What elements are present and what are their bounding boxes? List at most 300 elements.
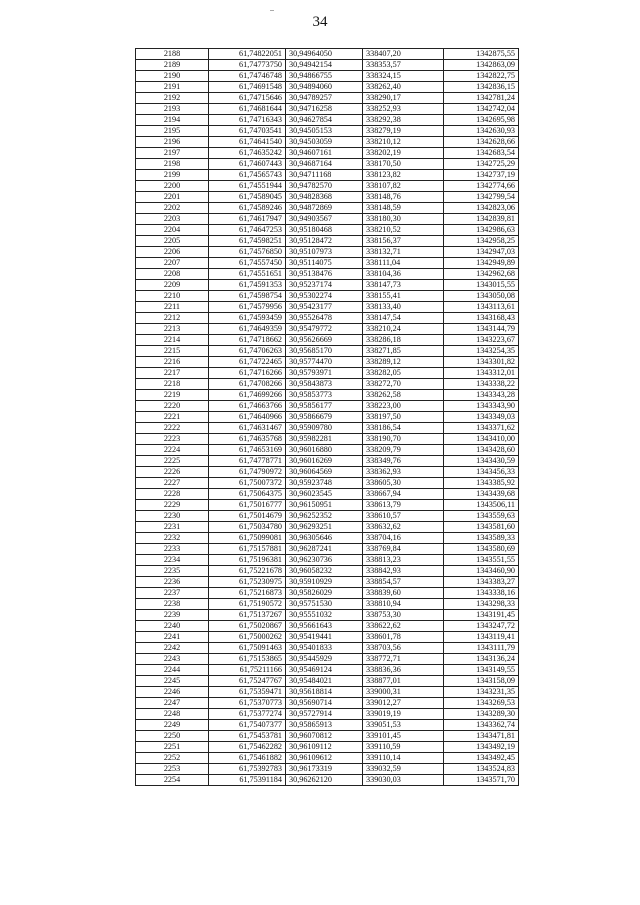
latitude-cell: 61,75157881 xyxy=(209,544,286,555)
longitude-cell: 30,95866679 xyxy=(286,412,363,423)
point-number-cell: 2197 xyxy=(136,148,209,159)
latitude-cell: 61,74716343 xyxy=(209,115,286,126)
point-number-cell: 2195 xyxy=(136,126,209,137)
y-coordinate-cell: 1343471,81 xyxy=(444,731,519,742)
longitude-cell: 30,96109112 xyxy=(286,742,363,753)
longitude-cell: 30,94964050 xyxy=(286,49,363,60)
latitude-cell: 61,74716266 xyxy=(209,368,286,379)
y-coordinate-cell: 1343254,35 xyxy=(444,346,519,357)
longitude-cell: 30,94866755 xyxy=(286,71,363,82)
x-coordinate-cell: 338877,01 xyxy=(363,676,444,687)
y-coordinate-cell: 1343191,45 xyxy=(444,610,519,621)
point-number-cell: 2254 xyxy=(136,775,209,786)
latitude-cell: 61,74653169 xyxy=(209,445,286,456)
x-coordinate-cell: 338210,52 xyxy=(363,225,444,236)
point-number-cell: 2236 xyxy=(136,577,209,588)
y-coordinate-cell: 1342683,54 xyxy=(444,148,519,159)
point-number-cell: 2227 xyxy=(136,478,209,489)
y-coordinate-cell: 1343343,28 xyxy=(444,390,519,401)
point-number-cell: 2225 xyxy=(136,456,209,467)
point-number-cell: 2231 xyxy=(136,522,209,533)
longitude-cell: 30,96064569 xyxy=(286,467,363,478)
y-coordinate-cell: 1343581,60 xyxy=(444,522,519,533)
x-coordinate-cell: 338613,79 xyxy=(363,500,444,511)
latitude-cell: 61,74641540 xyxy=(209,137,286,148)
latitude-cell: 61,75377274 xyxy=(209,709,286,720)
point-number-cell: 2245 xyxy=(136,676,209,687)
table-row xyxy=(136,665,519,676)
y-coordinate-cell: 1343385,92 xyxy=(444,478,519,489)
point-number-cell: 2252 xyxy=(136,753,209,764)
x-coordinate-cell: 339000,31 xyxy=(363,687,444,698)
y-coordinate-cell: 1343571,70 xyxy=(444,775,519,786)
table-row xyxy=(136,533,519,544)
table-row xyxy=(136,126,519,137)
longitude-cell: 30,96262120 xyxy=(286,775,363,786)
table-row xyxy=(136,654,519,665)
point-number-cell: 2206 xyxy=(136,247,209,258)
latitude-cell: 61,74773750 xyxy=(209,60,286,71)
table-row xyxy=(136,599,519,610)
longitude-cell: 30,94782570 xyxy=(286,181,363,192)
table-row xyxy=(136,192,519,203)
x-coordinate-cell: 338148,76 xyxy=(363,192,444,203)
table-row xyxy=(136,291,519,302)
longitude-cell: 30,95469124 xyxy=(286,665,363,676)
latitude-cell: 61,74708266 xyxy=(209,379,286,390)
x-coordinate-cell: 338289,12 xyxy=(363,357,444,368)
table-row xyxy=(136,478,519,489)
table-row xyxy=(136,511,519,522)
table-row xyxy=(136,764,519,775)
y-coordinate-cell: 1343269,53 xyxy=(444,698,519,709)
longitude-cell: 30,95114075 xyxy=(286,258,363,269)
latitude-cell: 61,74593459 xyxy=(209,313,286,324)
point-number-cell: 2249 xyxy=(136,720,209,731)
table-row xyxy=(136,456,519,467)
x-coordinate-cell: 338292,38 xyxy=(363,115,444,126)
x-coordinate-cell: 338271,85 xyxy=(363,346,444,357)
point-number-cell: 2190 xyxy=(136,71,209,82)
latitude-cell: 61,75007372 xyxy=(209,478,286,489)
x-coordinate-cell: 338813,23 xyxy=(363,555,444,566)
longitude-cell: 30,95445929 xyxy=(286,654,363,665)
point-number-cell: 2242 xyxy=(136,643,209,654)
longitude-cell: 30,96023545 xyxy=(286,489,363,500)
longitude-cell: 30,95826029 xyxy=(286,588,363,599)
table-row xyxy=(136,247,519,258)
table-row xyxy=(136,49,519,60)
longitude-cell: 30,94894060 xyxy=(286,82,363,93)
point-number-cell: 2232 xyxy=(136,533,209,544)
latitude-cell: 61,74607443 xyxy=(209,159,286,170)
point-number-cell: 2226 xyxy=(136,467,209,478)
table-row xyxy=(136,390,519,401)
y-coordinate-cell: 1343247,72 xyxy=(444,621,519,632)
point-number-cell: 2198 xyxy=(136,159,209,170)
table-row xyxy=(136,313,519,324)
latitude-cell: 61,74703541 xyxy=(209,126,286,137)
point-number-cell: 2221 xyxy=(136,412,209,423)
table-row xyxy=(136,731,519,742)
point-number-cell: 2251 xyxy=(136,742,209,753)
x-coordinate-cell: 339110,59 xyxy=(363,742,444,753)
table-row xyxy=(136,225,519,236)
point-number-cell: 2230 xyxy=(136,511,209,522)
latitude-cell: 61,74617947 xyxy=(209,214,286,225)
point-number-cell: 2222 xyxy=(136,423,209,434)
point-number-cell: 2229 xyxy=(136,500,209,511)
x-coordinate-cell: 338123,82 xyxy=(363,170,444,181)
coordinates-table xyxy=(135,48,519,786)
table-row xyxy=(136,588,519,599)
y-coordinate-cell: 1342949,89 xyxy=(444,258,519,269)
point-number-cell: 2218 xyxy=(136,379,209,390)
y-coordinate-cell: 1343289,30 xyxy=(444,709,519,720)
latitude-cell: 61,75391184 xyxy=(209,775,286,786)
table-row xyxy=(136,368,519,379)
x-coordinate-cell: 339101,45 xyxy=(363,731,444,742)
point-number-cell: 2219 xyxy=(136,390,209,401)
latitude-cell: 61,75462282 xyxy=(209,742,286,753)
latitude-cell: 61,75211166 xyxy=(209,665,286,676)
latitude-cell: 61,74640966 xyxy=(209,412,286,423)
point-number-cell: 2223 xyxy=(136,434,209,445)
y-coordinate-cell: 1342628,66 xyxy=(444,137,519,148)
latitude-cell: 61,75099081 xyxy=(209,533,286,544)
longitude-cell: 30,96287241 xyxy=(286,544,363,555)
x-coordinate-cell: 339030,03 xyxy=(363,775,444,786)
longitude-cell: 30,95423177 xyxy=(286,302,363,313)
y-coordinate-cell: 1343111,79 xyxy=(444,643,519,654)
point-number-cell: 2203 xyxy=(136,214,209,225)
x-coordinate-cell: 338111,04 xyxy=(363,258,444,269)
latitude-cell: 61,75359471 xyxy=(209,687,286,698)
latitude-cell: 61,75196381 xyxy=(209,555,286,566)
y-coordinate-cell: 1342875,55 xyxy=(444,49,519,60)
y-coordinate-cell: 1343371,62 xyxy=(444,423,519,434)
y-coordinate-cell: 1342799,54 xyxy=(444,192,519,203)
latitude-cell: 61,74635242 xyxy=(209,148,286,159)
table-row xyxy=(136,500,519,511)
latitude-cell: 61,74565743 xyxy=(209,170,286,181)
latitude-cell: 61,74551944 xyxy=(209,181,286,192)
latitude-cell: 61,74551651 xyxy=(209,269,286,280)
x-coordinate-cell: 338703,56 xyxy=(363,643,444,654)
latitude-cell: 61,74589045 xyxy=(209,192,286,203)
point-number-cell: 2216 xyxy=(136,357,209,368)
latitude-cell: 61,74718662 xyxy=(209,335,286,346)
x-coordinate-cell: 339019,19 xyxy=(363,709,444,720)
y-coordinate-cell: 1343559,63 xyxy=(444,511,519,522)
y-coordinate-cell: 1342737,19 xyxy=(444,170,519,181)
longitude-cell: 30,95727914 xyxy=(286,709,363,720)
x-coordinate-cell: 338156,37 xyxy=(363,236,444,247)
y-coordinate-cell: 1342781,24 xyxy=(444,93,519,104)
latitude-cell: 61,75370773 xyxy=(209,698,286,709)
table-row xyxy=(136,93,519,104)
x-coordinate-cell: 338197,50 xyxy=(363,412,444,423)
table-row xyxy=(136,445,519,456)
latitude-cell: 61,75221678 xyxy=(209,566,286,577)
longitude-cell: 30,95626669 xyxy=(286,335,363,346)
coordinates-table-body xyxy=(136,49,519,786)
point-number-cell: 2194 xyxy=(136,115,209,126)
longitude-cell: 30,96230736 xyxy=(286,555,363,566)
table-row xyxy=(136,115,519,126)
y-coordinate-cell: 1343492,45 xyxy=(444,753,519,764)
x-coordinate-cell: 339032,59 xyxy=(363,764,444,775)
longitude-cell: 30,95856177 xyxy=(286,401,363,412)
table-row xyxy=(136,60,519,71)
point-number-cell: 2205 xyxy=(136,236,209,247)
y-coordinate-cell: 1343119,41 xyxy=(444,632,519,643)
point-number-cell: 2234 xyxy=(136,555,209,566)
longitude-cell: 30,95982281 xyxy=(286,434,363,445)
latitude-cell: 61,74557450 xyxy=(209,258,286,269)
table-row xyxy=(136,170,519,181)
table-row xyxy=(136,71,519,82)
point-number-cell: 2209 xyxy=(136,280,209,291)
point-number-cell: 2191 xyxy=(136,82,209,93)
point-number-cell: 2233 xyxy=(136,544,209,555)
longitude-cell: 30,94828368 xyxy=(286,192,363,203)
point-number-cell: 2192 xyxy=(136,93,209,104)
longitude-cell: 30,95479772 xyxy=(286,324,363,335)
point-number-cell: 2248 xyxy=(136,709,209,720)
point-number-cell: 2202 xyxy=(136,203,209,214)
table-row xyxy=(136,621,519,632)
x-coordinate-cell: 338349,76 xyxy=(363,456,444,467)
y-coordinate-cell: 1343439,68 xyxy=(444,489,519,500)
table-row xyxy=(136,104,519,115)
y-coordinate-cell: 1343430,59 xyxy=(444,456,519,467)
point-number-cell: 2243 xyxy=(136,654,209,665)
table-row xyxy=(136,280,519,291)
x-coordinate-cell: 338632,62 xyxy=(363,522,444,533)
y-coordinate-cell: 1343338,16 xyxy=(444,588,519,599)
table-row xyxy=(136,489,519,500)
longitude-cell: 30,96016269 xyxy=(286,456,363,467)
longitude-cell: 30,95401833 xyxy=(286,643,363,654)
point-number-cell: 2200 xyxy=(136,181,209,192)
table-row xyxy=(136,742,519,753)
latitude-cell: 61,74631467 xyxy=(209,423,286,434)
x-coordinate-cell: 338279,19 xyxy=(363,126,444,137)
table-row xyxy=(136,434,519,445)
y-coordinate-cell: 1342742,04 xyxy=(444,104,519,115)
x-coordinate-cell: 338353,57 xyxy=(363,60,444,71)
table-row xyxy=(136,346,519,357)
longitude-cell: 30,95909780 xyxy=(286,423,363,434)
table-row xyxy=(136,137,519,148)
longitude-cell: 30,94607161 xyxy=(286,148,363,159)
x-coordinate-cell: 338704,16 xyxy=(363,533,444,544)
point-number-cell: 2193 xyxy=(136,104,209,115)
latitude-cell: 61,75000262 xyxy=(209,632,286,643)
table-row xyxy=(136,159,519,170)
latitude-cell: 61,74699266 xyxy=(209,390,286,401)
table-row xyxy=(136,698,519,709)
y-coordinate-cell: 1343580,69 xyxy=(444,544,519,555)
y-coordinate-cell: 1342958,25 xyxy=(444,236,519,247)
x-coordinate-cell: 338209,79 xyxy=(363,445,444,456)
x-coordinate-cell: 338839,60 xyxy=(363,588,444,599)
y-coordinate-cell: 1343136,24 xyxy=(444,654,519,665)
latitude-cell: 61,74681644 xyxy=(209,104,286,115)
point-number-cell: 2210 xyxy=(136,291,209,302)
x-coordinate-cell: 338133,40 xyxy=(363,302,444,313)
y-coordinate-cell: 1343589,33 xyxy=(444,533,519,544)
y-coordinate-cell: 1343113,61 xyxy=(444,302,519,313)
latitude-cell: 61,75216873 xyxy=(209,588,286,599)
point-number-cell: 2212 xyxy=(136,313,209,324)
latitude-cell: 61,75153865 xyxy=(209,654,286,665)
point-number-cell: 2244 xyxy=(136,665,209,676)
table-row xyxy=(136,412,519,423)
longitude-cell: 30,95774470 xyxy=(286,357,363,368)
longitude-cell: 30,95923748 xyxy=(286,478,363,489)
point-number-cell: 2228 xyxy=(136,489,209,500)
x-coordinate-cell: 338272,70 xyxy=(363,379,444,390)
y-coordinate-cell: 1342823,06 xyxy=(444,203,519,214)
latitude-cell: 61,74663766 xyxy=(209,401,286,412)
y-coordinate-cell: 1342947,03 xyxy=(444,247,519,258)
x-coordinate-cell: 338132,71 xyxy=(363,247,444,258)
point-number-cell: 2246 xyxy=(136,687,209,698)
x-coordinate-cell: 338155,41 xyxy=(363,291,444,302)
longitude-cell: 30,95865913 xyxy=(286,720,363,731)
longitude-cell: 30,95107973 xyxy=(286,247,363,258)
longitude-cell: 30,94503059 xyxy=(286,137,363,148)
y-coordinate-cell: 1343015,55 xyxy=(444,280,519,291)
y-coordinate-cell: 1343050,08 xyxy=(444,291,519,302)
latitude-cell: 61,75190572 xyxy=(209,599,286,610)
y-coordinate-cell: 1342962,68 xyxy=(444,269,519,280)
table-row xyxy=(136,357,519,368)
x-coordinate-cell: 338186,54 xyxy=(363,423,444,434)
x-coordinate-cell: 338324,15 xyxy=(363,71,444,82)
point-number-cell: 2238 xyxy=(136,599,209,610)
table-row xyxy=(136,148,519,159)
x-coordinate-cell: 338282,05 xyxy=(363,368,444,379)
y-coordinate-cell: 1343301,82 xyxy=(444,357,519,368)
y-coordinate-cell: 1343428,60 xyxy=(444,445,519,456)
x-coordinate-cell: 338262,58 xyxy=(363,390,444,401)
table-row xyxy=(136,566,519,577)
longitude-cell: 30,95685170 xyxy=(286,346,363,357)
latitude-cell: 61,75453781 xyxy=(209,731,286,742)
latitude-cell: 61,75020867 xyxy=(209,621,286,632)
table-row xyxy=(136,555,519,566)
point-number-cell: 2189 xyxy=(136,60,209,71)
x-coordinate-cell: 338753,30 xyxy=(363,610,444,621)
latitude-cell: 61,75064375 xyxy=(209,489,286,500)
y-coordinate-cell: 1343338,22 xyxy=(444,379,519,390)
y-coordinate-cell: 1342822,75 xyxy=(444,71,519,82)
x-coordinate-cell: 338810,94 xyxy=(363,599,444,610)
point-number-cell: 2201 xyxy=(136,192,209,203)
x-coordinate-cell: 338252,93 xyxy=(363,104,444,115)
longitude-cell: 30,95690714 xyxy=(286,698,363,709)
y-coordinate-cell: 1342725,29 xyxy=(444,159,519,170)
point-number-cell: 2253 xyxy=(136,764,209,775)
point-number-cell: 2224 xyxy=(136,445,209,456)
y-coordinate-cell: 1342986,63 xyxy=(444,225,519,236)
scan-mark xyxy=(270,10,274,11)
table-row xyxy=(136,203,519,214)
table-row xyxy=(136,379,519,390)
x-coordinate-cell: 338223,00 xyxy=(363,401,444,412)
latitude-cell: 61,75247767 xyxy=(209,676,286,687)
longitude-cell: 30,94942154 xyxy=(286,60,363,71)
longitude-cell: 30,94903567 xyxy=(286,214,363,225)
x-coordinate-cell: 338407,20 xyxy=(363,49,444,60)
point-number-cell: 2241 xyxy=(136,632,209,643)
latitude-cell: 61,74647253 xyxy=(209,225,286,236)
table-row xyxy=(136,214,519,225)
table-row xyxy=(136,522,519,533)
x-coordinate-cell: 339012,27 xyxy=(363,698,444,709)
table-row xyxy=(136,720,519,731)
longitude-cell: 30,94687164 xyxy=(286,159,363,170)
y-coordinate-cell: 1343349,03 xyxy=(444,412,519,423)
longitude-cell: 30,96173319 xyxy=(286,764,363,775)
y-coordinate-cell: 1343460,90 xyxy=(444,566,519,577)
longitude-cell: 30,94789257 xyxy=(286,93,363,104)
longitude-cell: 30,96305646 xyxy=(286,533,363,544)
latitude-cell: 61,74822051 xyxy=(209,49,286,60)
latitude-cell: 61,74649359 xyxy=(209,324,286,335)
y-coordinate-cell: 1342836,15 xyxy=(444,82,519,93)
x-coordinate-cell: 338610,57 xyxy=(363,511,444,522)
latitude-cell: 61,74598754 xyxy=(209,291,286,302)
point-number-cell: 2207 xyxy=(136,258,209,269)
table-row xyxy=(136,687,519,698)
latitude-cell: 61,75461882 xyxy=(209,753,286,764)
point-number-cell: 2250 xyxy=(136,731,209,742)
longitude-cell: 30,95910929 xyxy=(286,577,363,588)
latitude-cell: 61,74706263 xyxy=(209,346,286,357)
x-coordinate-cell: 338667,94 xyxy=(363,489,444,500)
table-row xyxy=(136,753,519,764)
point-number-cell: 2235 xyxy=(136,566,209,577)
y-coordinate-cell: 1343231,35 xyxy=(444,687,519,698)
table-row xyxy=(136,269,519,280)
longitude-cell: 30,95751530 xyxy=(286,599,363,610)
x-coordinate-cell: 338148,59 xyxy=(363,203,444,214)
latitude-cell: 61,75016777 xyxy=(209,500,286,511)
latitude-cell: 61,74579956 xyxy=(209,302,286,313)
x-coordinate-cell: 338842,93 xyxy=(363,566,444,577)
longitude-cell: 30,94716258 xyxy=(286,104,363,115)
y-coordinate-cell: 1342630,93 xyxy=(444,126,519,137)
y-coordinate-cell: 1343312,01 xyxy=(444,368,519,379)
longitude-cell: 30,95484021 xyxy=(286,676,363,687)
table-row xyxy=(136,577,519,588)
y-coordinate-cell: 1342839,81 xyxy=(444,214,519,225)
longitude-cell: 30,95853773 xyxy=(286,390,363,401)
latitude-cell: 61,75230975 xyxy=(209,577,286,588)
table-row xyxy=(136,676,519,687)
latitude-cell: 61,75407377 xyxy=(209,720,286,731)
longitude-cell: 30,95419441 xyxy=(286,632,363,643)
table-row xyxy=(136,401,519,412)
longitude-cell: 30,96109612 xyxy=(286,753,363,764)
table-row xyxy=(136,643,519,654)
x-coordinate-cell: 338772,71 xyxy=(363,654,444,665)
longitude-cell: 30,96058232 xyxy=(286,566,363,577)
